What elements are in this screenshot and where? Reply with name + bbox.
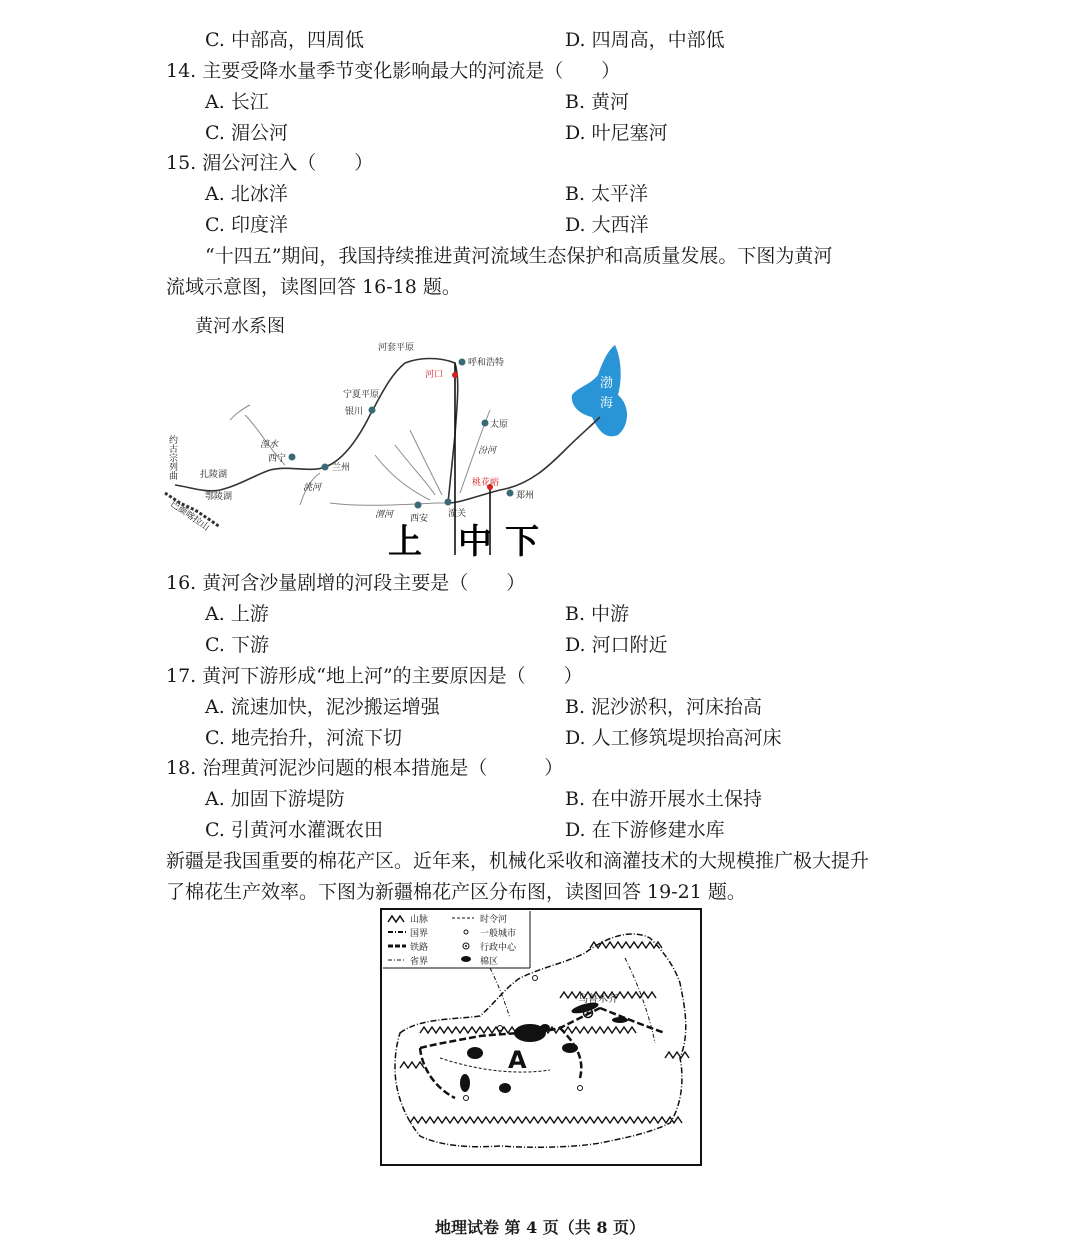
label-xining: 西宁	[268, 454, 287, 464]
label-yueguzonglie: 约古宗列曲	[167, 435, 177, 480]
passage1-line1: “十四五”期间，我国持续推进黄河流域生态保护和高质量发展。下图为黄河	[205, 245, 833, 267]
q17-option-c: C. 地壳抬升，河流下切	[205, 727, 402, 749]
tributary-2	[410, 430, 442, 495]
q15-option-c: C. 印度洋	[205, 214, 288, 236]
passage1-line2: 流域示意图，读图回答 16-18 题。	[166, 276, 461, 298]
legend-seasonal-river: 时令河	[480, 915, 508, 925]
label-zhalinghu: 扎陵湖	[200, 470, 228, 480]
q17-option-b: B. 泥沙淤积，河床抬高	[565, 696, 763, 718]
q15-stem: 15. 湄公河注入（ ）	[166, 152, 374, 174]
q16-option-c: C. 下游	[205, 634, 269, 656]
label-elinghu: 鄂陵湖	[205, 492, 233, 502]
label-bayankala: 巴颜喀拉山	[168, 499, 211, 534]
point-a-label: A	[508, 1046, 527, 1074]
q16-option-b: B. 中游	[565, 603, 630, 625]
map1-title: 黄河水系图	[195, 316, 285, 337]
q18-option-a: A. 加固下游堤防	[205, 788, 345, 810]
legend-province-border: 省界	[410, 957, 429, 967]
label-yinchuan: 银川	[345, 407, 364, 417]
yellow-river-map	[160, 335, 640, 560]
section-upper: 上	[388, 522, 422, 560]
bohai-label-1: 渤	[600, 376, 614, 391]
legend-railway: 铁路	[410, 943, 429, 953]
q14-stem: 14. 主要受降水量季节变化影响最大的河流是（ ）	[166, 60, 621, 82]
label-fenhe: 汾河	[478, 446, 497, 456]
label-taohe: 洮河	[303, 483, 322, 493]
q14-option-a: A. 长江	[205, 91, 269, 113]
label-zhengzhou: 郑州	[516, 491, 535, 501]
q16-option-d: D. 河口附近	[565, 634, 668, 656]
section-lower: 下	[505, 522, 539, 560]
q14-option-b: B. 黄河	[565, 91, 630, 113]
q17-option-d: D. 人工修筑堤坝抬高河床	[565, 727, 782, 749]
q13-option-d: D. 四周高，中部低	[565, 29, 725, 51]
label-huangshui: 湟水	[260, 440, 279, 450]
label-weihe: 渭河	[375, 510, 394, 520]
legend-city: 一般城市	[480, 929, 517, 939]
label-huayuankou: 桃花峪	[472, 478, 500, 488]
q16-stem: 16. 黄河含沙量剧增的河段主要是（ ）	[166, 572, 526, 594]
label-lanzhou: 兰州	[332, 463, 351, 473]
passage2-line2: 了棉花生产效率。下图为新疆棉花产区分布图，读图回答 19-21 题。	[166, 881, 746, 903]
label-xian: 西安	[410, 514, 429, 524]
bohai-label-2: 海	[600, 396, 614, 411]
label-urumqi: 乌鲁木齐	[578, 994, 618, 1005]
q17-option-a: A. 流速加快，泥沙搬运增强	[205, 696, 440, 718]
q15-option-b: B. 太平洋	[565, 183, 649, 205]
label-taiyuan: 太原	[490, 420, 509, 430]
label-hetao: 河套平原	[378, 343, 415, 353]
q18-option-b: B. 在中游开展水土保持	[565, 788, 763, 810]
yellow-river-mainstream	[175, 359, 600, 504]
q14-option-d: D. 叶尼塞河	[565, 122, 668, 144]
q13-option-c: C. 中部高，四周低	[205, 29, 364, 51]
weihe-river	[330, 503, 448, 505]
label-tongguan: 潼关	[448, 509, 467, 519]
q18-stem: 18. 治理黄河泥沙问题的根本措施是（ ）	[166, 757, 564, 779]
q17-stem: 17. 黄河下游形成“地上河”的主要原因是（ ）	[166, 665, 583, 687]
legend-border: 国界	[410, 929, 429, 939]
q16-option-a: A. 上游	[205, 603, 269, 625]
xinjiang-cotton-map	[380, 908, 702, 1168]
label-huhehaote: 呼和浩特	[468, 358, 505, 368]
q14-option-c: C. 湄公河	[205, 122, 288, 144]
legend-cotton: 棉区	[480, 957, 499, 967]
section-middle: 中	[458, 522, 492, 560]
q15-option-d: D. 大西洋	[565, 214, 649, 236]
q18-option-c: C. 引黄河水灌溉农田	[205, 819, 383, 841]
q15-option-a: A. 北冰洋	[205, 183, 288, 205]
legend-admin-center: 行政中心	[480, 943, 517, 953]
passage2-line1: 新疆是我国重要的棉花产区。近年来，机械化采收和滴灌技术的大规模推广极大提升	[166, 850, 870, 872]
q18-option-d: D. 在下游修建水库	[565, 819, 725, 841]
label-ningxia: 宁夏平原	[343, 390, 380, 400]
label-hekou: 河口	[425, 370, 444, 380]
page-footer: 地理试卷 第 4 页（共 8 页）	[434, 1218, 646, 1237]
legend-mountain: 山脉	[410, 915, 429, 925]
